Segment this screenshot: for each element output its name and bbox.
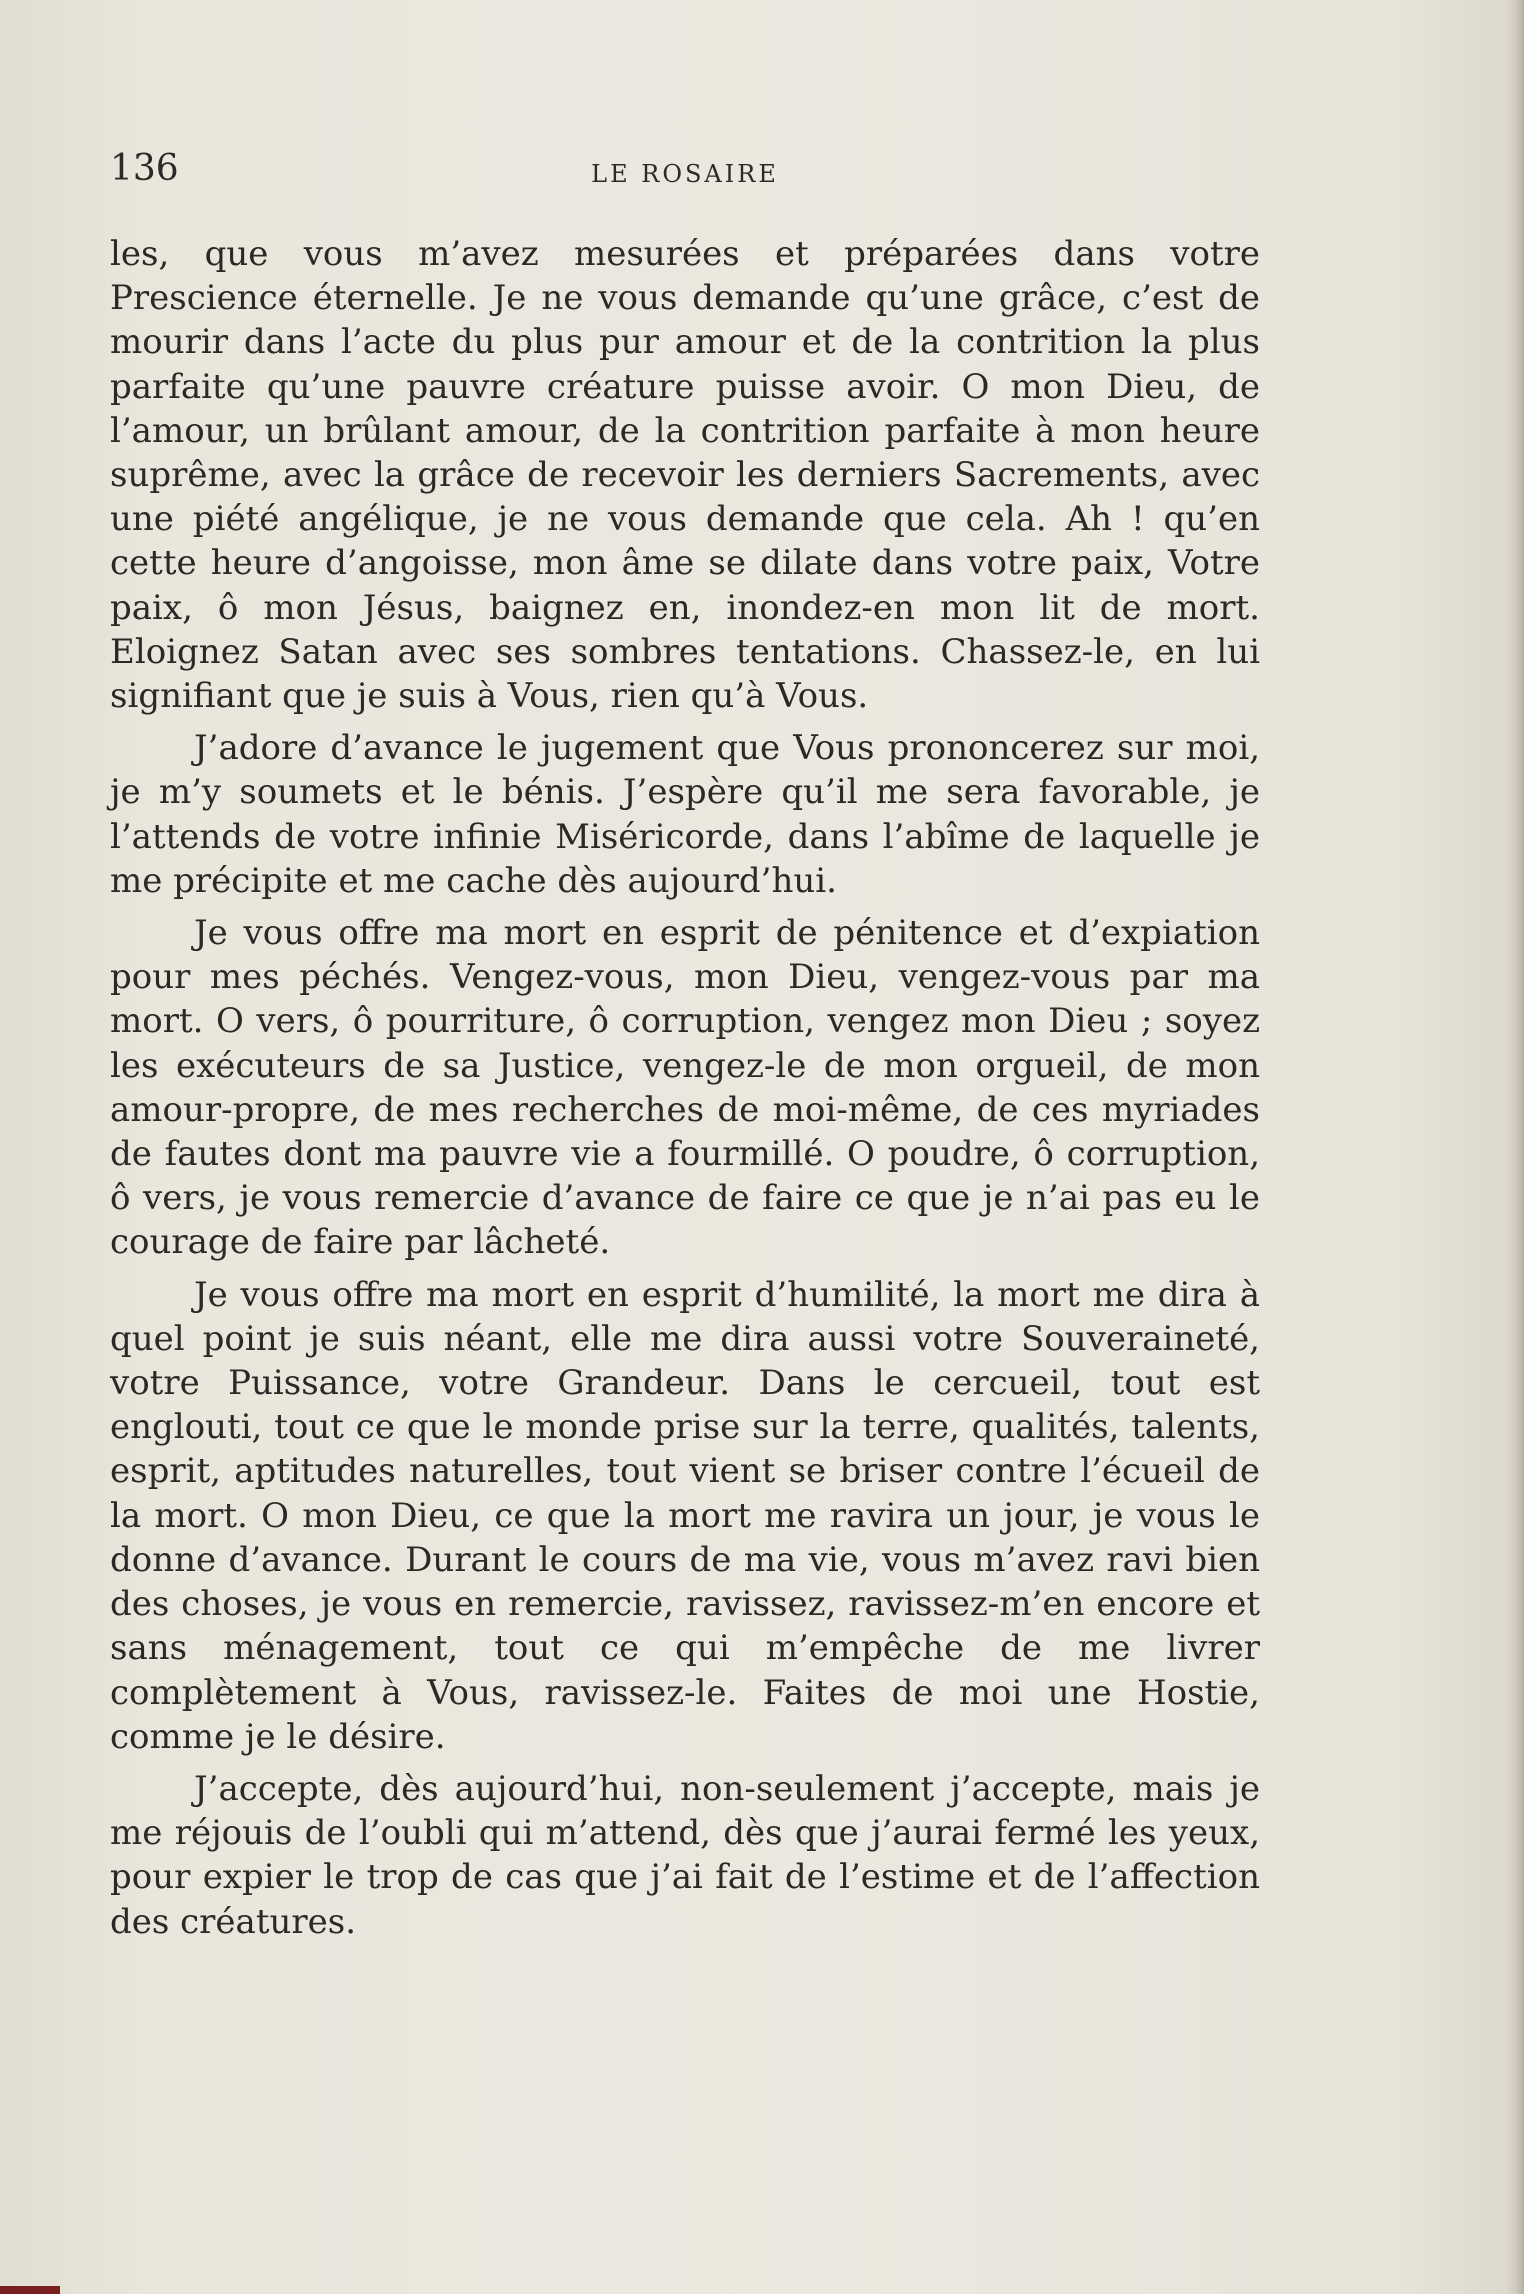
binding-mark bbox=[0, 2286, 60, 2294]
paragraph-humility: Je vous offre ma mort en esprit d’humilité, la mort me dira à quel point je suis néant, elle me dira aussi votre Souveraineté, votre Puissance, votre Grandeur. Dans le cercueil, tout est englouti, tout ce que le monde prise sur la terre, qualités, talents, esprit, aptitudes naturelles, tout vient se briser contre l’écueil de la mort. O mon Dieu, ce que la mort me ravira un jour, je vous le donne d’avance. Durant le cours de ma vie, vous m’avez ravi bien des choses, je vous en remercie, ravissez, ravissez-m’en encore et sans ménagement, tout ce qui m’empêche de me livrer complètement à Vous, ravissez-le. Faites de moi une Hostie, comme je le désire. bbox=[110, 1274, 1260, 1757]
running-head: LE ROSAIRE bbox=[591, 160, 779, 188]
paragraph-acceptance: J’accepte, dès aujourd’hui, non-seulement j’accepte, mais je me réjouis de l’oubli qui m’attend, dès que j’aurai fermé les yeux, pour expier le trop de cas que j’ai fait de l’estime et de l’affection des créatures. bbox=[110, 1768, 1260, 1942]
page-header bbox=[110, 148, 1260, 198]
page-number: 136 bbox=[110, 148, 179, 189]
body-text bbox=[110, 232, 1260, 1944]
page-edge-shadow bbox=[1506, 0, 1524, 2294]
paragraph-penitence: Je vous offre ma mort en esprit de pénitence et d’expiation pour mes péchés. Vengez-vous, mon Dieu, vengez-vous par ma mort. O vers, ô pourriture, ô corruption, vengez mon Dieu ; soyez les exécuteurs de sa Justice, vengez-le de mon orgueil, de mon amour-propre, de mes recherches de moi-même, de ces myriades de fautes dont ma pauvre vie a fourmillé. O poudre, ô corruption, ô vers, je vous remercie d’avance de faire ce que je n’ai pas eu le courage de faire par lâcheté. bbox=[110, 913, 1260, 1263]
paragraph-continuation: les, que vous m’avez mesurées et préparées dans votre Prescience éternelle. Je ne vous demande qu’une grâce, c’est de mourir dans l’acte du plus pur amour et de la contrition la plus parfaite qu’une pauvre créature puisse avoir. O mon Dieu, de l’amour, un brûlant amour, de la contrition parfaite à mon heure suprême, avec la grâce de recevoir les derniers Sacrements, avec une piété angélique, je ne vous demande que cela. Ah ! qu’en cette heure d’angoisse, mon âme se dilate dans votre paix, Votre paix, ô mon Jésus, baignez en, inondez-en mon lit de mort. Eloignez Satan avec ses sombres tentations. Chassez-le, en lui signifiant que je suis à Vous, rien qu’à Vous. bbox=[110, 234, 1260, 717]
paragraph-judgement: J’adore d’avance le jugement que Vous prononcerez sur moi, je m’y soumets et le bénis. J’espère qu’il me sera favorable, je l’attends de votre infinie Miséricorde, dans l’abîme de laquelle je me précipite et me cache dès aujourd’hui. bbox=[110, 728, 1260, 901]
